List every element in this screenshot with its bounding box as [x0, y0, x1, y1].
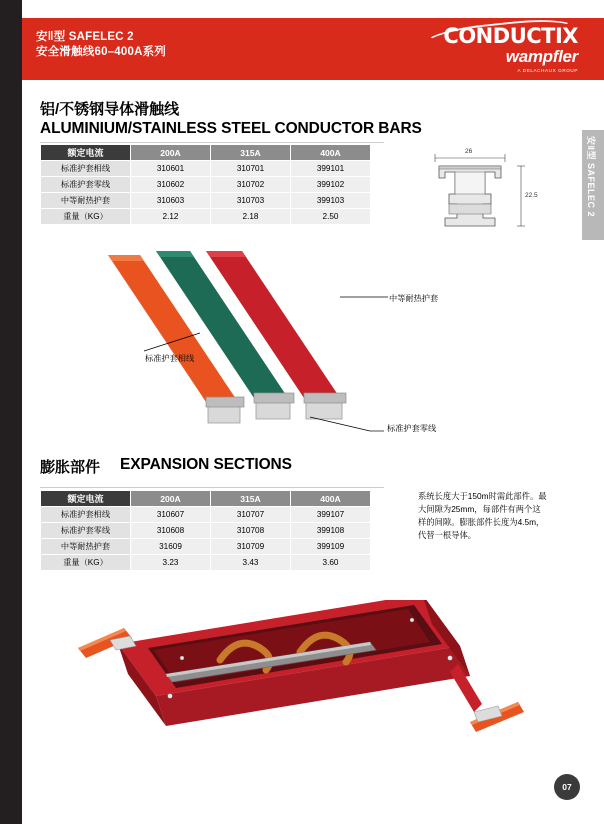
- table-cell: 310703: [211, 193, 291, 209]
- table-row-label: 标准护套相线: [41, 161, 131, 177]
- table-row-label: 重量（KG）: [41, 555, 131, 571]
- table-header-cell: 额定电流: [41, 145, 131, 161]
- left-edge-bar: [0, 0, 22, 824]
- table-cell: 399103: [291, 193, 371, 209]
- table-cell: 310708: [211, 523, 291, 539]
- table-cell: 3.43: [211, 555, 291, 571]
- table-header-row: [41, 491, 371, 507]
- table-row: [41, 539, 371, 555]
- conductor-bars-table: [40, 144, 371, 225]
- table-row: [41, 209, 371, 225]
- table-cell: 399108: [291, 523, 371, 539]
- header-title-line2: 安全滑触线60–400A系列: [36, 46, 166, 58]
- table-cell: 399101: [291, 161, 371, 177]
- table-cell: 310702: [211, 177, 291, 193]
- bars-svg: [40, 245, 460, 440]
- table-header-cell: 315A: [211, 145, 291, 161]
- table-row-label: 标准护套零线: [41, 523, 131, 539]
- expansion-svg: [70, 600, 540, 760]
- table-header-cell: 200A: [131, 145, 211, 161]
- table-cell: 310602: [131, 177, 211, 193]
- conductix-wampfler-logo: [418, 26, 578, 74]
- profile-svg: [425, 148, 575, 248]
- table-cell: 399109: [291, 539, 371, 555]
- table-cell: 2.18: [211, 209, 291, 225]
- table-row: [41, 555, 371, 571]
- table-cell: 31609: [131, 539, 211, 555]
- side-tab-label: 安‖型 SAFELEC 2: [586, 136, 596, 217]
- table-cell: 310707: [211, 507, 291, 523]
- expansion-note-text: 系统长度大于150m时需此部件。最大间隙为25mm，每部件有两个这样的间隙。膨胀部件长度为4.5m，代替一根导体。: [418, 491, 547, 540]
- table-row-label: 中等耐热护套: [41, 193, 131, 209]
- table-cell: 310603: [131, 193, 211, 209]
- table-header-cell: 额定电流: [41, 491, 131, 507]
- side-tab-safelec2: [582, 130, 604, 240]
- logo-tagline: A DELACHAUX GROUP: [517, 68, 578, 73]
- expansion-sections-table: [40, 490, 371, 571]
- table-header-cell: 400A: [291, 491, 371, 507]
- header-title-line1: 安‖型 SAFELEC 2: [36, 31, 134, 43]
- table-cell: 310701: [211, 161, 291, 177]
- section2-title-en: EXPANSION SECTIONS: [120, 456, 292, 473]
- table-row-label: 中等耐热护套: [41, 539, 131, 555]
- table-header-row: [41, 145, 371, 161]
- table-header-cell: 200A: [131, 491, 211, 507]
- table-row: [41, 177, 371, 193]
- conductor-bars-illustration: [40, 245, 460, 440]
- expansion-section-illustration: [70, 600, 540, 760]
- section1-title-cn: 铝/不锈钢导体滑触线: [40, 101, 180, 118]
- table-cell: 2.50: [291, 209, 371, 225]
- header-titles: [36, 30, 166, 60]
- profile-height-dimension: 22.5: [525, 192, 538, 199]
- logo-main-text: CONDUCTIX: [443, 24, 578, 48]
- table-row: [41, 161, 371, 177]
- annotation-standard-phase: 标准护套相线: [145, 354, 195, 363]
- table-cell: 3.60: [291, 555, 371, 571]
- table-cell: 3.23: [131, 555, 211, 571]
- table-cell: 2.12: [131, 209, 211, 225]
- conductor-profile-drawing: [425, 148, 575, 248]
- table-row-label: 重量（KG）: [41, 209, 131, 225]
- annotation-standard-neutral: 标准护套零线: [387, 424, 437, 433]
- page-number-badge: 07: [554, 774, 580, 800]
- table-row: [41, 193, 371, 209]
- section2-divider: [40, 487, 384, 488]
- section2-title-cn: 膨胀部件: [40, 459, 101, 476]
- table-cell: 310608: [131, 523, 211, 539]
- profile-width-dimension: 26: [465, 148, 473, 155]
- table-row: [41, 523, 371, 539]
- table-cell: 310601: [131, 161, 211, 177]
- logo-sub-text: wampfler: [505, 47, 578, 66]
- table-cell: 399107: [291, 507, 371, 523]
- table-row-label: 标准护套零线: [41, 177, 131, 193]
- table-header-cell: 315A: [211, 491, 291, 507]
- section1-title-en: ALUMINIUM/STAINLESS STEEL CONDUCTOR BARS: [40, 120, 422, 137]
- table-cell: 399102: [291, 177, 371, 193]
- section1-divider: [40, 142, 384, 143]
- annotation-medium-heat-jacket: 中等耐热护套: [389, 294, 439, 303]
- table-row: [41, 507, 371, 523]
- table-row-label: 标准护套相线: [41, 507, 131, 523]
- table-header-cell: 400A: [291, 145, 371, 161]
- table-cell: 310709: [211, 539, 291, 555]
- table-cell: 310607: [131, 507, 211, 523]
